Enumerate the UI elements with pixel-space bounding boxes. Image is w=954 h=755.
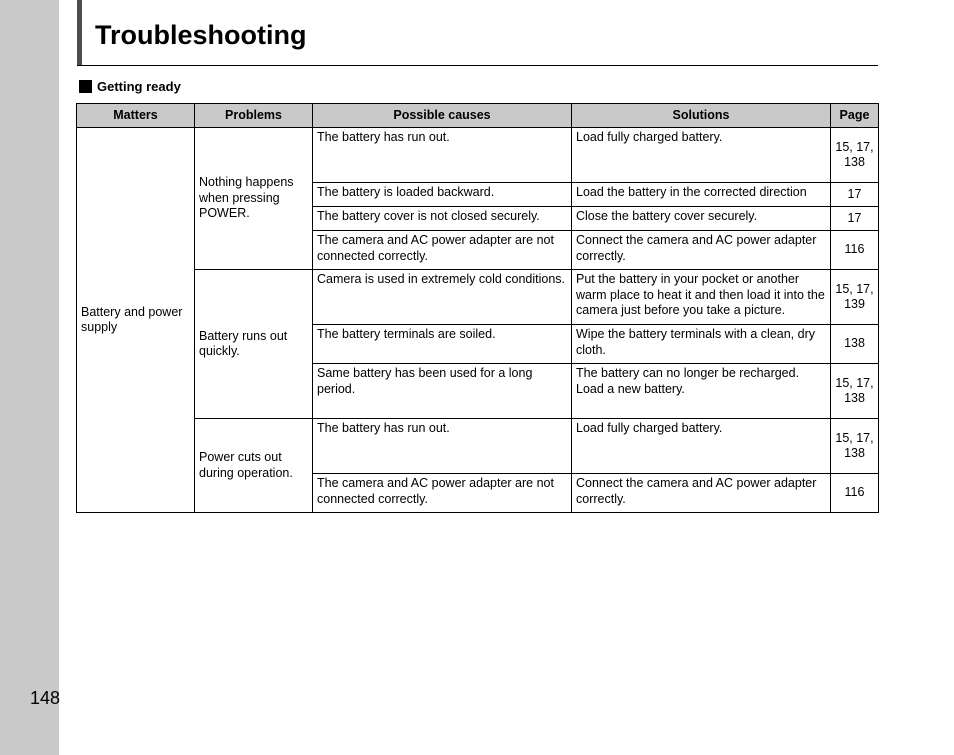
page-ref-cell: 15, 17, 138 [831,128,879,183]
cause-cell: The camera and AC power adapter are not connected correctly. [313,474,572,513]
solution-cell: Put the battery in your pocket or another warm place to heat it and then load it into the camera just before you take a picture. [572,270,831,325]
page-title: Troubleshooting [95,20,307,50]
cause-cell: The camera and AC power adapter are not connected correctly. [313,231,572,270]
problem-cell: Battery runs out quickly. [195,270,313,419]
page-sidebar [0,0,59,755]
solution-cell: Close the battery cover securely. [572,207,831,231]
title-rule [77,65,878,66]
section-title: Getting ready [97,79,181,94]
solution-cell: Load fully charged battery. [572,128,831,183]
page-ref-cell: 116 [831,231,879,270]
matter-cell: Battery and power supply [77,128,195,513]
page-ref-cell: 116 [831,474,879,513]
header-matters: Matters [77,104,195,128]
page-ref-cell: 15, 17, 139 [831,270,879,325]
header-problems: Problems [195,104,313,128]
cause-cell: Same battery has been used for a long period. [313,364,572,419]
troubleshooting-table [76,103,879,513]
page-ref-cell: 17 [831,183,879,207]
table-header-row [77,104,879,128]
problem-cell: Power cuts out during operation. [195,419,313,513]
problem-cell: Nothing happens when pressing POWER. [195,128,313,270]
solution-cell: Load the battery in the corrected direction [572,183,831,207]
header-page: Page [831,104,879,128]
cause-cell: The battery has run out. [313,419,572,474]
page-ref-cell: 15, 17, 138 [831,419,879,474]
solution-cell: Connect the camera and AC power adapter correctly. [572,231,831,270]
solution-cell: The battery can no longer be recharged. Load a new battery. [572,364,831,419]
page-number: 148 [30,688,61,708]
cause-cell: The battery has run out. [313,128,572,183]
page-ref-cell: 138 [831,325,879,364]
cause-cell: Camera is used in extremely cold conditions. [313,270,572,325]
cause-cell: The battery is loaded backward. [313,183,572,207]
header-possible-causes: Possible causes [313,104,572,128]
solution-cell: Load fully charged battery. [572,419,831,474]
square-bullet-icon [79,80,92,93]
solution-cell: Connect the camera and AC power adapter correctly. [572,474,831,513]
solution-cell: Wipe the battery terminals with a clean, dry cloth. [572,325,831,364]
page-ref-cell: 15, 17, 138 [831,364,879,419]
table-row [77,270,879,325]
title-accent-bar [77,0,82,65]
section-heading [79,79,181,94]
table-row [77,419,879,474]
cause-cell: The battery cover is not closed securely. [313,207,572,231]
header-solutions: Solutions [572,104,831,128]
table-row [77,128,879,183]
cause-cell: The battery terminals are soiled. [313,325,572,364]
page-ref-cell: 17 [831,207,879,231]
